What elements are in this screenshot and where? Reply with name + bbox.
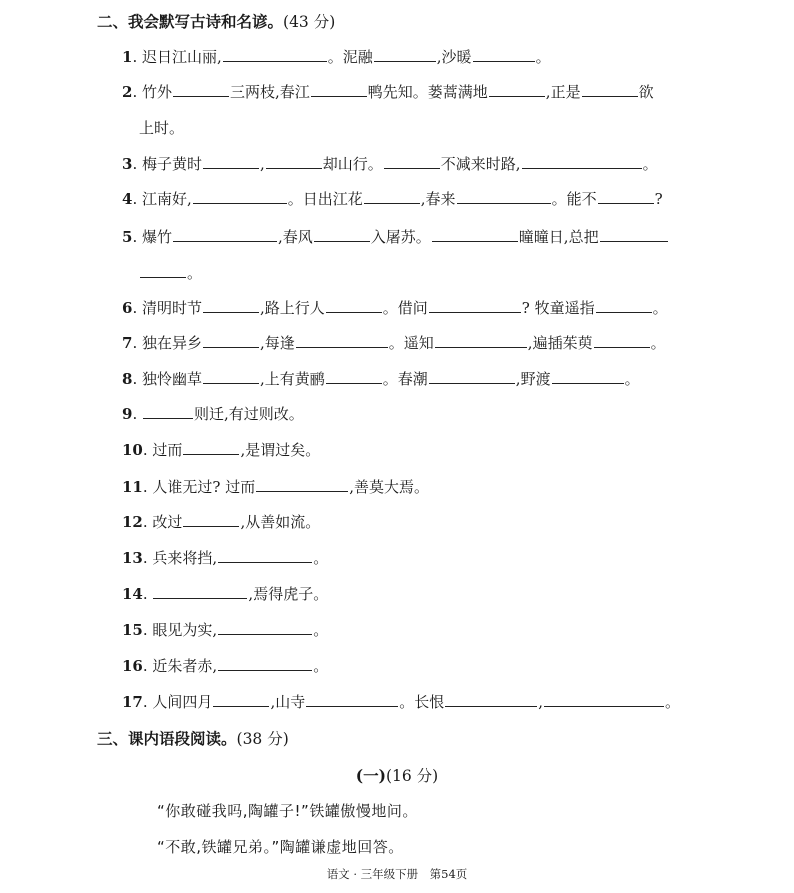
answer-blank[interactable] [326, 369, 382, 384]
answer-blank[interactable] [594, 333, 650, 348]
answer-blank[interactable] [203, 154, 259, 169]
question-number: 14 [122, 585, 143, 603]
answer-blank[interactable] [435, 333, 527, 348]
section-3-score: (38 分) [236, 730, 289, 748]
answer-blank[interactable] [203, 369, 259, 384]
question-number: 17 [122, 693, 143, 711]
question-5-continuation: 。 [139, 263, 202, 283]
passage-label: (一) [355, 766, 386, 785]
answer-blank[interactable] [140, 263, 186, 278]
question-14: 14. ,焉得虎子。 [122, 585, 329, 603]
question-10: 10. 过而 ,是谓过矣。 [122, 441, 321, 459]
answer-blank[interactable] [457, 189, 551, 204]
question-number: 2 [122, 83, 133, 101]
question-8: 8. 独怜幽草 ,上有黄鹂 。春潮 ,野渡 。 [122, 370, 640, 388]
answer-blank[interactable] [522, 154, 642, 169]
section-2-score: (43 分) [283, 13, 336, 31]
question-15: 15. 眼见为实, 。 [122, 621, 329, 639]
question-number: 6 [122, 299, 133, 317]
question-16: 16. 近朱者赤, 。 [122, 657, 329, 675]
section-2-title: 二、我会默写古诗和名谚。 [97, 12, 284, 31]
answer-blank[interactable] [552, 369, 624, 384]
question-number: 3 [122, 155, 133, 173]
passage-line-1: “你敢碰我吗,陶罐子!”铁罐傲慢地问。 [157, 802, 418, 820]
question-13: 13. 兵来将挡, 。 [122, 549, 329, 567]
answer-blank[interactable] [311, 82, 367, 97]
answer-blank[interactable] [218, 620, 312, 635]
question-3: 3. 梅子黄时 , 却山行。 不减来时路, 。 [122, 155, 658, 173]
section-2-heading [97, 10, 335, 32]
answer-blank[interactable] [429, 369, 515, 384]
answer-blank[interactable] [598, 189, 654, 204]
question-2: 2. 竹外 三两枝,春江 鸭先知。蒌蒿满地 ,正是 欲 [122, 83, 654, 101]
question-6: 6. 清明时节 ,路上行人 。借问 ? 牧童遥指 。 [122, 299, 668, 317]
question-7: 7. 独在异乡 ,每逢 。遥知 ,遍插茱萸 。 [122, 334, 666, 352]
question-11: 11. 人谁无过? 过而 ,善莫大焉。 [122, 478, 430, 496]
question-number: 8 [122, 370, 133, 388]
answer-blank[interactable] [183, 512, 239, 527]
question-12: 12. 改过 ,从善如流。 [122, 513, 321, 531]
answer-blank[interactable] [193, 189, 287, 204]
answer-blank[interactable] [296, 333, 388, 348]
answer-blank[interactable] [173, 82, 229, 97]
answer-blank[interactable] [384, 154, 440, 169]
question-4: 4. 江南好, 。日出江花 ,春来 。能不 ? [122, 190, 663, 208]
question-17: 17. 人间四月 ,山寺 。长恨 , 。 [122, 693, 681, 711]
question-number: 12 [122, 513, 143, 531]
passage-score: (16 分) [385, 767, 439, 785]
question-number: 7 [122, 334, 133, 352]
answer-blank[interactable] [143, 404, 193, 419]
answer-blank[interactable] [314, 227, 370, 242]
answer-blank[interactable] [218, 656, 312, 671]
answer-blank[interactable] [374, 47, 436, 62]
question-number: 5 [122, 228, 133, 246]
page-footer: 语文 · 三年级下册 第54页 [326, 867, 468, 881]
section-3-title: 三、课内语段阅读。 [97, 729, 237, 748]
question-number: 13 [122, 549, 143, 567]
answer-blank[interactable] [266, 154, 322, 169]
answer-blank[interactable] [429, 298, 521, 313]
answer-blank[interactable] [256, 477, 348, 492]
answer-blank[interactable] [153, 584, 247, 599]
answer-blank[interactable] [173, 227, 277, 242]
passage-heading [0, 764, 794, 786]
question-2-continuation: 上时。 [139, 119, 185, 137]
section-3-heading [97, 727, 289, 749]
answer-blank[interactable] [600, 227, 668, 242]
answer-blank[interactable] [473, 47, 535, 62]
answer-blank[interactable] [306, 692, 398, 707]
question-number: 9 [122, 405, 133, 423]
answer-blank[interactable] [596, 298, 652, 313]
passage-line-2: “不敢,铁罐兄弟。”陶罐谦虚地回答。 [157, 838, 404, 856]
question-number: 4 [122, 190, 133, 208]
answer-blank[interactable] [445, 692, 537, 707]
question-9: 9. 则迁,有过则改。 [122, 405, 304, 423]
answer-blank[interactable] [326, 298, 382, 313]
answer-blank[interactable] [213, 692, 269, 707]
answer-blank[interactable] [223, 47, 327, 62]
question-number: 16 [122, 657, 143, 675]
answer-blank[interactable] [582, 82, 638, 97]
question-5: 5. 爆竹 ,春风 入屠苏。 曈曈日,总把 [122, 227, 669, 247]
question-number: 11 [122, 478, 143, 496]
answer-blank[interactable] [432, 227, 518, 242]
answer-blank[interactable] [218, 548, 312, 563]
answer-blank[interactable] [544, 692, 664, 707]
answer-blank[interactable] [364, 189, 420, 204]
question-number: 15 [122, 621, 143, 639]
question-number: 10 [122, 441, 143, 459]
question-number: 1 [122, 48, 133, 66]
answer-blank[interactable] [203, 298, 259, 313]
answer-blank[interactable] [489, 82, 545, 97]
question-1: 1. 迟日江山丽, 。泥融 ,沙暖 。 [122, 48, 551, 66]
answer-blank[interactable] [203, 333, 259, 348]
answer-blank[interactable] [183, 440, 239, 455]
